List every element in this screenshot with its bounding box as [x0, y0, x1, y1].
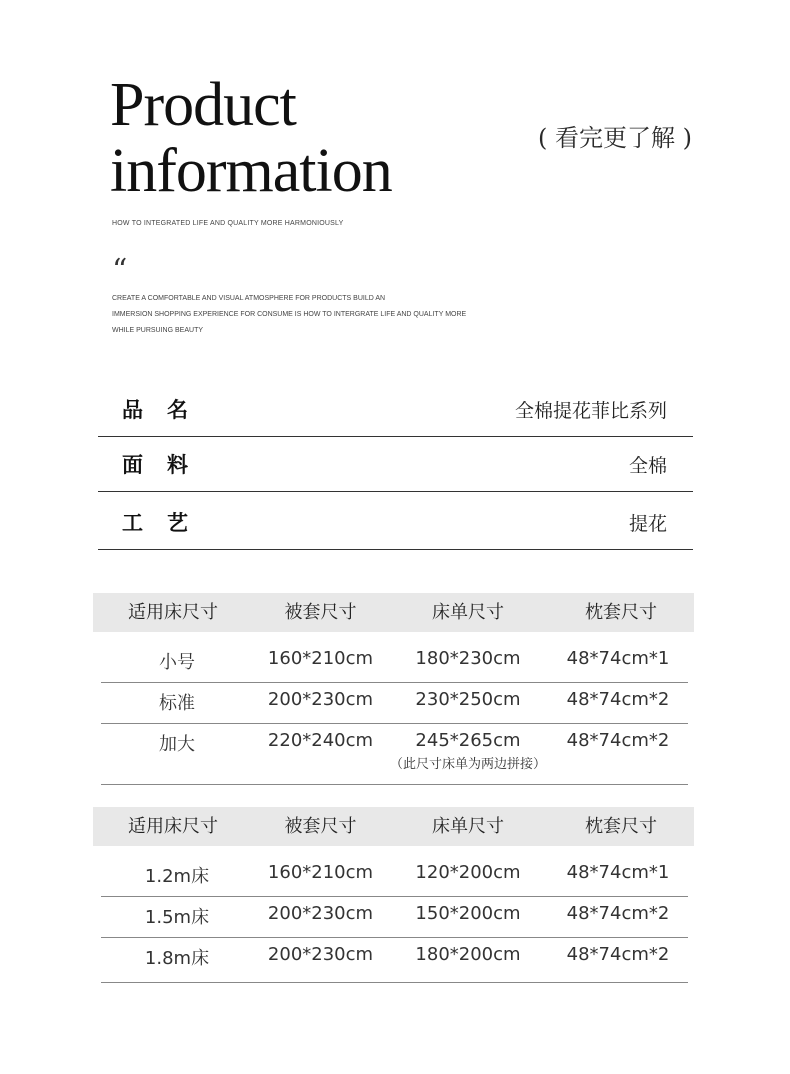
cell-pillowcase-size: 48*74cm*2 — [566, 903, 670, 924]
read-more-note: ( 看完更了解 ) — [538, 124, 692, 152]
cell-sheet-size: 180*230cm — [415, 648, 521, 669]
size-table-2 — [93, 807, 694, 969]
table-row — [101, 642, 688, 683]
spec-label: 品名 — [122, 398, 212, 422]
cell-duvet-size: 160*210cm — [267, 648, 374, 669]
table-row — [101, 938, 688, 983]
cell-bed-size: 1.5m床 — [144, 907, 210, 928]
spec-value: 全棉提花菲比系列 — [514, 400, 667, 422]
table-header — [93, 593, 694, 632]
spec-label: 面料 — [122, 453, 212, 477]
quote-block — [112, 291, 532, 339]
spec-row-fabric — [98, 437, 693, 492]
header-pillowcase-size: 枕套尺寸 — [585, 602, 657, 623]
table-row — [101, 856, 688, 897]
cell-pillowcase-size: 48*74cm*1 — [566, 648, 670, 669]
size-table-1 — [93, 593, 694, 772]
cell-sheet-size: 120*200cm — [415, 862, 521, 883]
cell-pillowcase-size: 48*74cm*2 — [566, 689, 670, 710]
table-row — [101, 724, 688, 785]
table-header — [93, 807, 694, 846]
header-duvet-size: 被套尺寸 — [284, 602, 357, 623]
header-bed-size: 适用床尺寸 — [128, 816, 218, 837]
cell-bed-size: 加大 — [159, 734, 195, 755]
header-sheet-size: 床单尺寸 — [432, 816, 504, 837]
tagline: HOW TO INTEGRATED LIFE AND QUALITY MORE HARMONIOUSLY — [112, 220, 344, 227]
quote-line: WHILE PURSUING BEAUTY — [112, 327, 204, 334]
spec-row-product-name — [98, 382, 693, 437]
cell-pillowcase-size: 48*74cm*1 — [566, 862, 670, 883]
quote-mark-icon: “ — [112, 253, 128, 288]
cell-bed-size: 小号 — [159, 652, 195, 673]
title-information: information — [110, 137, 392, 205]
cell-sheet-size: 245*265cm — [415, 730, 521, 751]
cell-duvet-size: 220*240cm — [267, 730, 374, 751]
cell-sheet-size: 180*200cm — [415, 944, 521, 965]
table-row — [101, 897, 688, 938]
cell-sheet-size: 230*250cm — [415, 689, 521, 710]
sheet-note: （此尺寸床单为两边拼接） — [389, 757, 546, 772]
table-row — [101, 683, 688, 724]
cell-bed-size: 1.8m床 — [144, 948, 210, 969]
quote-line: IMMERSION SHOPPING EXPERIENCE FOR CONSUME IS HOW TO INTERGRATE LIFE AND QUALITY MORE — [112, 311, 467, 318]
spec-row-craft — [98, 495, 693, 550]
header-duvet-size: 被套尺寸 — [284, 816, 357, 837]
header-pillowcase-size: 枕套尺寸 — [585, 816, 657, 837]
title-product: Product — [110, 71, 296, 139]
quote-line: CREATE A COMFORTABLE AND VISUAL ATMOSPHERE FOR PRODUCTS BUILD AN — [112, 295, 386, 302]
cell-duvet-size: 200*230cm — [267, 944, 374, 965]
header-sheet-size: 床单尺寸 — [432, 602, 504, 623]
cell-pillowcase-size: 48*74cm*2 — [566, 944, 670, 965]
cell-bed-size: 1.2m床 — [144, 866, 210, 887]
spec-value: 提花 — [628, 513, 667, 535]
cell-pillowcase-size: 48*74cm*2 — [566, 730, 670, 751]
cell-duvet-size: 200*230cm — [267, 689, 374, 710]
spec-value: 全棉 — [628, 455, 667, 477]
cell-sheet-size: 150*200cm — [415, 903, 521, 924]
spec-label: 工艺 — [122, 511, 212, 535]
cell-duvet-size: 200*230cm — [267, 903, 374, 924]
header-bed-size: 适用床尺寸 — [128, 602, 218, 623]
cell-duvet-size: 160*210cm — [267, 862, 374, 883]
cell-bed-size: 标准 — [159, 693, 195, 714]
cell-sheet-size-with-note — [388, 724, 548, 784]
